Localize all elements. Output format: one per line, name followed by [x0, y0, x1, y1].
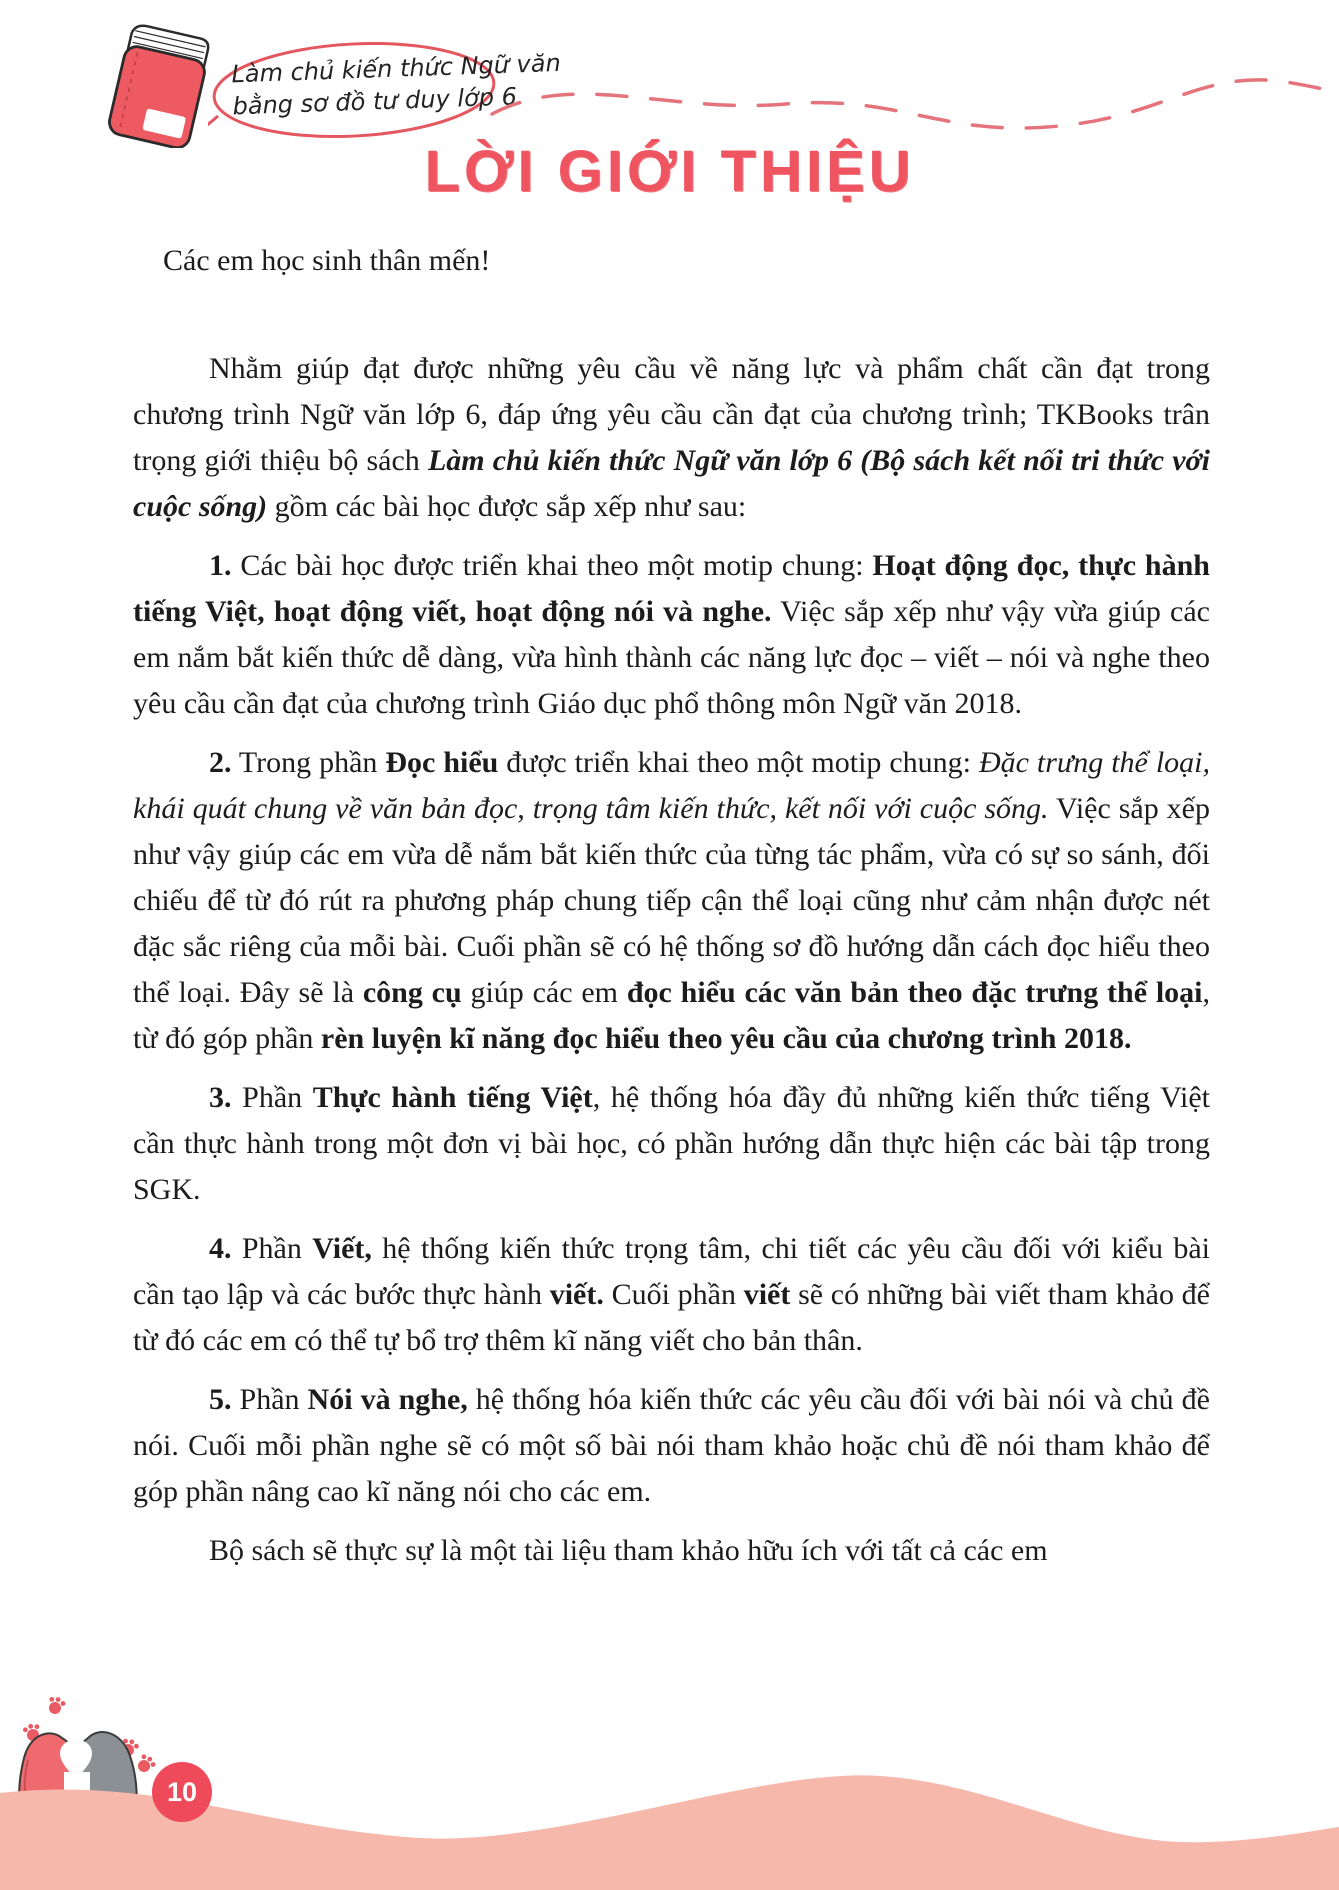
paragraph: [133, 1075, 1210, 1213]
paragraph: [133, 346, 1210, 530]
series-title-line2: bằng sơ đồ tư duy lớp 6: [232, 82, 518, 121]
paragraph: [133, 1528, 1210, 1574]
text-run: Hoạt động đọc, thực hành tiếng Việt, hoạt động viết, hoạt động nói và nghe.: [133, 549, 1210, 628]
text-run: gồm các bài học được sắp xếp như sau:: [267, 490, 747, 523]
text-run: Phần: [231, 1232, 313, 1265]
text-run: 4.: [209, 1232, 232, 1265]
red-book-icon: [92, 18, 222, 148]
text-run: được triển khai theo một motip chung:: [498, 746, 979, 779]
text-run: 2.: [209, 746, 232, 779]
text-run: Các bài học được triển khai theo một motip chung:: [231, 549, 873, 582]
text-run: Làm chủ kiến thức Ngữ văn lớp 6 (Bộ sách kết nối tri thức với cuộc sống): [133, 444, 1210, 523]
text-run: Bộ sách sẽ thực sự là một tài liệu tham khảo hữu ích với tất cả các em: [209, 1534, 1048, 1567]
page-header: [0, 0, 1339, 150]
paragraph: [133, 543, 1210, 727]
paragraph: [133, 238, 1210, 284]
text-run: Nói và nghe,: [307, 1383, 468, 1416]
paragraph: [133, 1377, 1210, 1515]
text-run: Thực hành tiếng Việt: [312, 1081, 593, 1114]
text-run: 5.: [209, 1383, 232, 1416]
page-number: 10: [166, 1776, 198, 1807]
text-run: Cuối phần: [603, 1278, 744, 1311]
text-run: Phần: [231, 1081, 313, 1114]
text-run: đọc hiểu các văn bản theo đặc trưng thể loại: [626, 976, 1203, 1009]
text-run: Việc sắp xếp như vậy vừa giúp các em nắm bắt kiến thức dễ dàng, vừa hình thành các năng lực đọc – viết – nói và nghe theo yêu cầu cần đạt của chương trình Giáo dục phổ thông môn Ngữ văn 2018.: [133, 595, 1210, 720]
dashed-divider-line: [486, 52, 1339, 142]
text-run: hệ thống kiến thức trọng tâm, chi tiết các yêu cầu đối với kiểu bài cần tạo lập và các bước thực hành: [133, 1232, 1210, 1311]
text-run: 1.: [209, 549, 232, 582]
series-badge: [208, 38, 562, 142]
text-run: viết: [743, 1278, 791, 1311]
text-run: Các em học sinh thân mến!: [163, 244, 491, 277]
text-run: công cụ: [362, 976, 462, 1009]
text-run: Nhằm giúp đạt được những yêu cầu về năng lực và phẩm chất cần đạt trong chương trình Ngữ văn lớp 6, đáp ứng yêu cầu cần đạt của chương trình; TKBooks trân trọng giới thiệu bộ sách: [133, 352, 1210, 477]
text-run: Phần: [231, 1383, 308, 1416]
paragraph: [133, 740, 1210, 1062]
text-run: Đọc hiểu: [385, 746, 499, 779]
body-text: [133, 238, 1210, 1587]
paragraph: [133, 1226, 1210, 1364]
text-run: Viết,: [312, 1232, 372, 1265]
text-run: hệ thống hóa kiến thức các yêu cầu đối với bài nói và chủ đề nói. Cuối mỗi phần nghe sẽ có một số bài nói tham khảo hoặc chủ đề nói tham khảo để góp phần nâng cao kĩ năng nói cho các em.: [133, 1383, 1210, 1508]
text-run: 3.: [209, 1081, 232, 1114]
text-run: , từ đó góp phần: [133, 976, 1210, 1055]
text-run: Việc sắp xếp như vậy giúp các em vừa dễ nắm bắt kiến thức của từng tác phẩm, vừa có sự so sánh, đối chiếu để từ đó rút ra phương pháp chung tiếp cận thể loại cũng như cảm nhận được nét đặc sắc riêng của mỗi bài. Cuối phần sẽ có hệ thống sơ đồ hướng dẫn cách đọc hiểu theo thể loại. Đây sẽ là: [133, 792, 1211, 1009]
text-run: Trong phần: [231, 746, 386, 779]
series-title: [231, 48, 562, 123]
text-run: , hệ thống hóa đầy đủ những kiến thức tiếng Việt cần thực hành trong một đơn vị bài học, có phần hướng dẫn thực hiện các bài tập trong SGK.: [133, 1081, 1210, 1206]
page-title: LỜI GIỚI THIỆU: [424, 139, 915, 204]
text-run: rèn luyện kĩ năng đọc hiểu theo yêu cầu của chương trình 2018.: [320, 1022, 1132, 1055]
text-run: viết.: [549, 1278, 604, 1311]
series-title-line1: Làm chủ kiến thức Ngữ văn: [231, 48, 562, 89]
page-number-badge: [152, 1762, 212, 1822]
text-run: Đặc trưng thể loại, khái quát chung về văn bản đọc, trọng tâm kiến thức, kết nối với cuộc sống.: [133, 746, 1210, 825]
text-run: giúp các em: [461, 976, 627, 1009]
text-run: sẽ có những bài viết tham khảo để từ đó các em có thể tự bổ trợ thêm kĩ năng viết cho bản thân.: [133, 1278, 1210, 1357]
